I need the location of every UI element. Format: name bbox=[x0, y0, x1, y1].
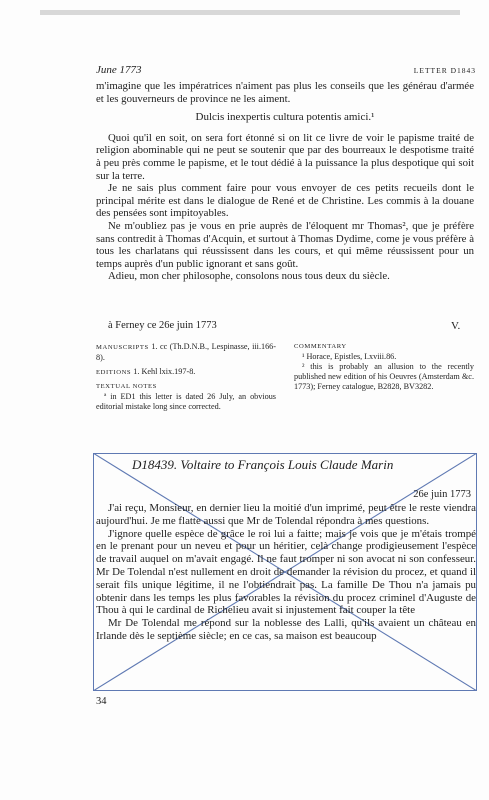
letter-heading: D18439. Voltaire to François Louis Claude Marin bbox=[132, 457, 394, 472]
apparatus-right-column bbox=[294, 342, 474, 392]
header-letter-number: LETTER D1843 bbox=[413, 66, 476, 75]
manuscripts-label: MANUSCRIPTS bbox=[96, 344, 149, 351]
textual-note: ª in ED1 this letter is dated 26 July, an obvious editorial mistake long since corrected. bbox=[96, 392, 276, 411]
apparatus-left-column bbox=[96, 342, 276, 412]
paragraph: Ne m'oubliez pas je vous en prie auprès de l'éloquent mr Thomas², que je préfère sans contredit à Thomas d'Acquin, et surtout à Thomas Dydime, come je vous préfère à tous les charlatans qui réussissent dans les cours, et qui même réussissent pour un temps auprès d'un public ignorant et sans goût. bbox=[96, 219, 474, 270]
editions-text: 1. Kehl lxix.197-8. bbox=[133, 367, 196, 376]
paragraph: J'ignore quelle espèce de grâce le roi lui a faitte; mais je vois que je m'étais trompé en le prenant pour un neveu et pour un héritier, celà change prodigieusement l'espèce de travail auquel on m'avait engagé. Il ne faut tromper ni son avocat ni son confesseur. Mr De Tolendal n'est nullement en droit de demander la révision du procez, et quand il serait fils unique légitime, il ne l'obtiendrait pas. La famille De Thou n'a jamais pu obtenir dans les temps les plus favorables la révision du procez criminel d'Auguste de Thou à qui le cardinal de Richelieu avait si injustement fait couper la tête bbox=[96, 527, 476, 617]
second-letter-text bbox=[96, 502, 476, 643]
signature: V. bbox=[451, 320, 461, 332]
commentary-label: COMMENTARY bbox=[294, 343, 347, 350]
letter-body-text bbox=[96, 80, 474, 283]
dateline: à Ferney ce 26e juin 1773 bbox=[108, 320, 217, 331]
paragraph: J'ai reçu, Monsieur, en dernier lieu la moitié d'un imprimé, peut être le reste viendra aujourd'hui. Je me flatte aussi que Mr de Tolendal répondra à mes questions. bbox=[96, 502, 476, 527]
editions-label: EDITIONS bbox=[96, 369, 132, 376]
textual-notes-label: TEXTUAL NOTES bbox=[96, 383, 157, 390]
page-number: 34 bbox=[96, 696, 107, 707]
commentary-note: ¹ Horace, Epistles, I.xviii.86. bbox=[302, 352, 397, 361]
manuscripts-text: 1. cc (Th.D.N.B., Lespinasse, iii.166-8). bbox=[96, 342, 277, 362]
running-header bbox=[96, 64, 476, 78]
paragraph: m'imagine que les impératrices n'aiment pas plus les conseils que les générau d'armée et les gouverneurs de province ne les aiment. bbox=[96, 80, 474, 105]
paragraph: Quoi qu'il en soit, on sera fort étonné si on lit ce livre de voir le papisme traité de religion abominable qui ne peut se soutenir que par des bourreaux le despotisme traité à peu près comme le papisme, et le tout dédié à la puissance la plus despotique qui soit sur la terre. bbox=[96, 131, 474, 182]
paragraph: Mr De Tolendal me répond sur la noblesse des Lalli, qu'ils avaient un château en Irlande dès le septième siècle; en ce cas, sa maison est beaucoup bbox=[96, 617, 476, 642]
header-date: June 1773 bbox=[96, 64, 142, 76]
paragraph: Adieu, mon cher philosophe, consolons nous tous deux du siècle. bbox=[108, 270, 390, 283]
scan-artifact-top bbox=[40, 10, 460, 15]
latin-quotation: Dulcis inexpertis cultura potentis amici.¹ bbox=[195, 111, 375, 124]
commentary-note: ² this is probably an allusion to the recently published new edition of his Oeuvres (Amsterdam &c. 1773); Ferney catalogue, B2828, BV3282. bbox=[294, 362, 474, 391]
paragraph: Je ne sais plus comment faire pour vous envoyer de ces petits recueils dont le principal mérite est dans le dialogue de René et de Christine. Les commis à la douane des pensées sont impitoyables. bbox=[96, 182, 474, 220]
letter-date: 26e juin 1773 bbox=[413, 489, 471, 500]
